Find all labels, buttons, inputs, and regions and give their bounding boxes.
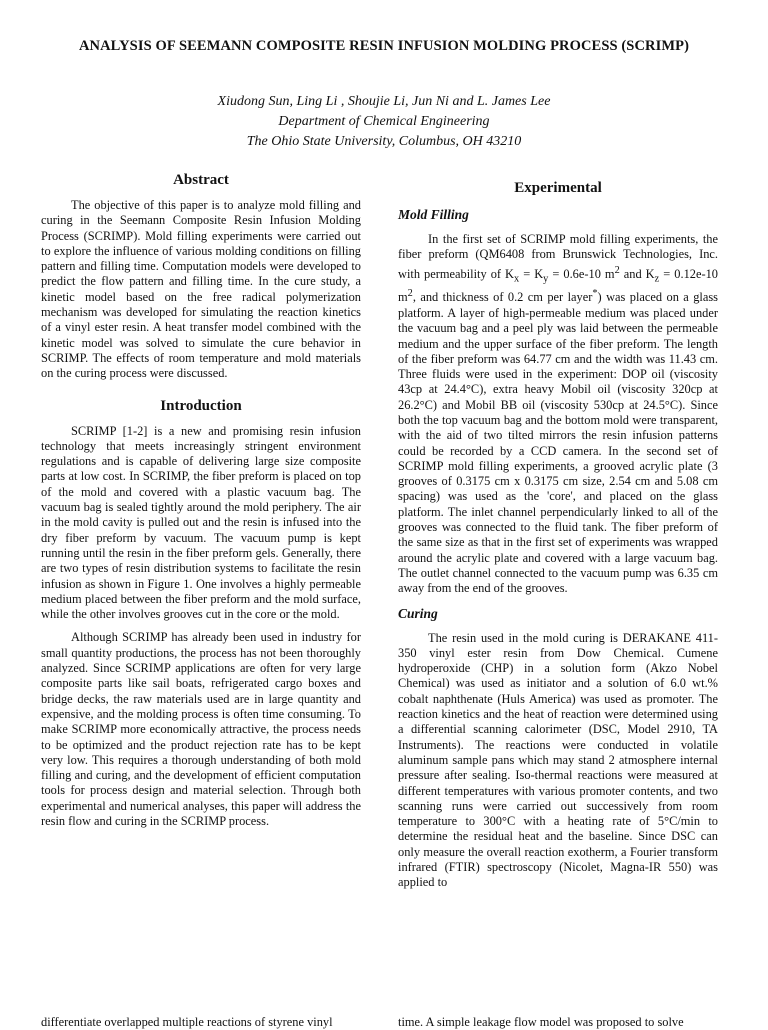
abstract-text: The objective of this paper is to analyze mold filling and curing in the Seemann Composite Resin Infusion Molding Process (SCRIMP). Mold filling experiments were carried out to explore the influence of various molding conditions on filling pattern and filling time. Computation models were developed to predict the flow pattern and filling time. In the cure study, a kinetic model based on the free radical polymerization mechanism was developed for simulating the reaction kinetics of a vinyl ester resin. A heat transfer model combined with the kinetic model was solved to simulate the cure behavior in SCRIMP. The effects of room temperature and mold materials on the curing process were discussed.: [41, 198, 361, 381]
author-university: The Ohio State University, Columbus, OH 43210: [246, 134, 522, 149]
introduction-paragraph-1: SCRIMP [1-2] is a new and promising resin infusion technology that meets increasingly stringent environment regulations and is capable of delivering large size composite parts at low cost. In SCRIMP, the fiber preform is placed on top of the mold and covered with a plastic vacuum bag. The vacuum bag is sealed tightly around the mold periphery. The air in the mold cavity is pulled out and the resin is infused into the dry fiber preform by vacuum. The vacuum pump is kept running until the resin in the fiber preform gels. Generally, there are two types of resin distribution systems to facilitate the resin infusion as shown in Figure 1. One involves a highly permeable medium placed between the fiber preform and the mold surface, while the other involves grooves cut in the core or the mold.: [41, 423, 361, 622]
author-department: Department of Chemical Engineering: [278, 114, 490, 129]
author-block: [60, 92, 708, 152]
right-column: [398, 178, 718, 899]
mold-filling-paragraph: In the first set of SCRIMP mold filling experiments, the fiber preform (QM6408 from Brunswick Technologies, Inc. with permeability of $K_x = K_y = 0.6e-10$ $m^2$ and $K_z = 0.12e-10$ $m^2$, and thickness of 0.2 cm per layer*) was placed on a glass platform. A layer of high-permeable medium was placed under the vacuum bag and a peel ply was laid between the permeable medium and the upper surface of the fiber preform. The length of the fiber preform was 64.77 cm and the width was 11.43 cm. Three fluids were used in the experiment: DOP oil (viscosity 43cp at 24.4°C), extra heavy Mobil oil (viscosity 320cp at 26.2°C) and Mobil BB oil (viscosity 530cp at 24.5°C). Since both the top vacuum bag and the bottom mold were transparent, with the aid of two tilted mirrors the resin infusion patterns could be recorded by a CCD camera. In the second set of SCRIMP mold filling experiments, a grooved acrylic plate (3 grooves of 0.3175 cm x 0.3175 cm size, 2.54 cm and 5.08 cm spacing) was used as the 'core', and placed on the glass platform. The inlet channel perpendicularly linked to all of the grooves was connected to the fluid tank. The fiber preform of the same size as that in the first set of experiments was wrapped around the acrylic plate and covered with a large vacuum bag. The outlet channel connected to the vacuum pump was 6.35 cm away from the end of the grooves.: [398, 232, 719, 596]
paper-title: ANALYSIS OF SEEMANN COMPOSITE RESIN INFUSION MOLDING PROCESS (SCRIMP): [78, 38, 690, 54]
author-names: Xiudong Sun, Ling Li , Shoujie Li, Jun Ni and L. James Lee: [217, 94, 551, 109]
introduction-paragraph-2: Although SCRIMP has already been used in industry for small quantity productions, the process has not been thoroughly analyzed. Since SCRIMP applications are often for very large composite parts like sail boats, refrigerated cargo boxes and bridge decks, the raw materials used are in large quantity and expensive, and the molding process is often time consuming. To make SCRIMP more economically attractive, the process needs to be optimized and the product rejection rate has to be kept very low. This requires a thorough understanding of both mold filling and curing, and the development of efficient computation tools for process design and material selection. Through both experimental and numerical analyses, this paper will address the resin flow and curing in the SCRIMP process.: [41, 630, 361, 828]
introduction-heading: Introduction: [160, 397, 242, 414]
experimental-heading: Experimental: [514, 180, 602, 196]
left-column-continuation: differentiate overlapped multiple reactions of styrene vinyl: [41, 1015, 333, 1029]
abstract-heading: Abstract: [173, 172, 229, 188]
left-column: [41, 170, 361, 837]
curing-paragraph: The resin used in the mold curing is DERAKANE 411-350 vinyl ester resin from Dow Chemical. Cumene hydroperoxide (CHP) in a solution form (Akzo Nobel Chemical) was used as initiator and a solution of 6.0 wt.% cobalt naphthenate (Huls America) was used as promoter. The reaction kinetics and the heat of reaction were determined using a differential scanning calorimeter (DSC, Model 2910, TA Instruments). The reactions were conducted in volatile aluminum sample pans which may stand 2 atmosphere internal pressure after sealing. Iso-thermal reactions were measured at different temperatures with various promoter contents, and two scanning runs were carried out successively from room temperature to 300°C with a heating rate of 5°C/min to determine the residual heat and the baseline. Since DSC can only measure the overall reaction exotherm, a Fourier transform infrared (FTIR) spectroscopy (Nicolet, Magna-IR 550) was applied to: [398, 630, 718, 890]
right-column-continuation: time. A simple leakage flow model was proposed to solve: [398, 1015, 684, 1029]
mold-filling-heading: Mold Filling: [398, 207, 469, 222]
curing-heading: Curing: [398, 605, 438, 621]
